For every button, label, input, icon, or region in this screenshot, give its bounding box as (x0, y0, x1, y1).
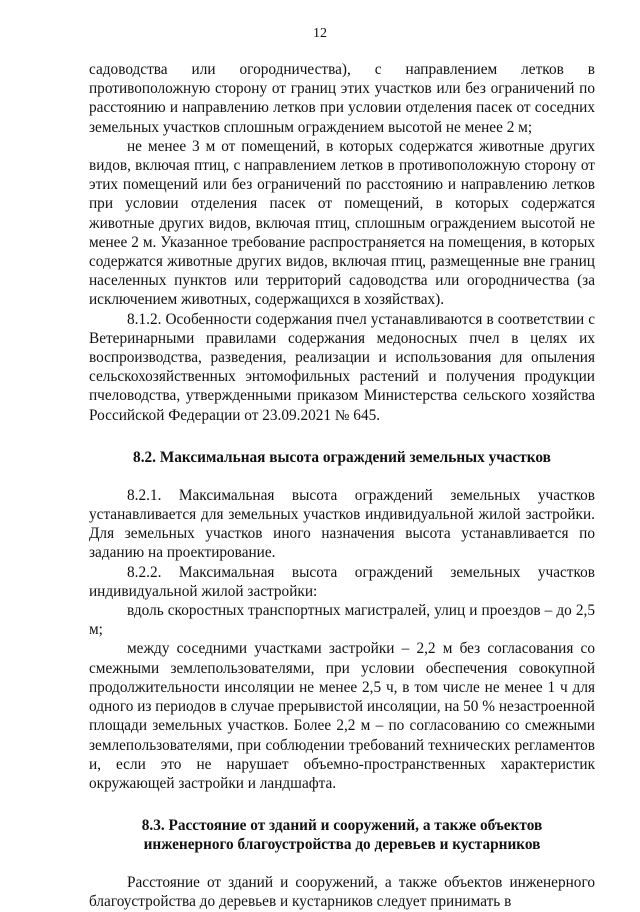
document-body (89, 60, 595, 912)
page-number: 12 (313, 26, 327, 41)
paragraph: между соседними участками застройки – 2,2 м без согласования со смежными землепользователями, при условии обеспечения совокупной продолжительности инсоляции не менее 2,5 ч, в том числе не менее 1 ч для одного из периодов в случае прерывистой инсоляции, на 50 % незастроенной площади земельных участков. Более 2,2 м – по согласованию со смежными землепользователями, при соблюдении требований технических регламентов и, если это не нарушает объемно-пространственных характеристик окружающей застройки и ландшафта. (89, 640, 595, 792)
paragraph: садоводства или огородничества), с направлением летков в противоположную сторону от границ этих участков или без ограничений по расстоянию и направлению летков при условии отделения пасек от соседних земельных участков сплошным ограждением высотой не менее 2 м; (89, 61, 595, 136)
paragraph: 8.2.1. Максимальная высота ограждений земельных участков устанавливается для земельных участков индивидуальной жилой застройки. Для земельных участков иного назначения высота устанавливается по заданию на проектирование. (89, 486, 595, 562)
section-heading-line: инженерного благоустройства до деревьев и кустарников (143, 836, 541, 854)
paragraph: 8.2.2. Максимальная высота ограждений земельных участков индивидуальной жилой застройки: (89, 563, 595, 600)
section-heading-line: 8.3. Расстояние от зданий и сооружений, а также объектов (141, 817, 543, 835)
paragraph: 8.1.2. Особенности содержания пчел устанавливаются в соответствии с Ветеринарными правилами содержания медоносных пчел в целях их воспроизводства, разведения, реализации и использования для опыления сельскохозяйственных энтомофильных растений и получения продукции пчеловодства, утвержденными приказом Министерства сельского хозяйства Российской Федерации от 23.09.2021 № 645. (89, 310, 595, 424)
section-heading (89, 816, 595, 854)
paragraph: не менее 3 м от помещений, в которых содержатся животные других видов, включая птиц, с направлением летков в противоположную сторону от этих помещений или без ограничений по расстоянию и направлению летков при условии отделения пасек от помещений, в которых содержатся животные других видов, включая птиц, сплошным ограждением высотой не менее 2 м. Указанное требование распространяется на помещения, в которых содержатся животные других видов, включая птиц, размещенные вне границ населенных пунктов или территорий садоводства или огородничества (за исключением животных, содержащихся в хозяйствах). (89, 137, 595, 309)
paragraph: Расстояние от зданий и сооружений, а также объектов инженерного благоустройства до деревьев и кустарников следует принимать в (89, 874, 595, 911)
section-heading: 8.2. Максимальная высота ограждений земельных участков (133, 448, 551, 466)
paragraph: вдоль скоростных транспортных магистралей, улиц и проездов – до 2,5 м; (89, 602, 595, 639)
